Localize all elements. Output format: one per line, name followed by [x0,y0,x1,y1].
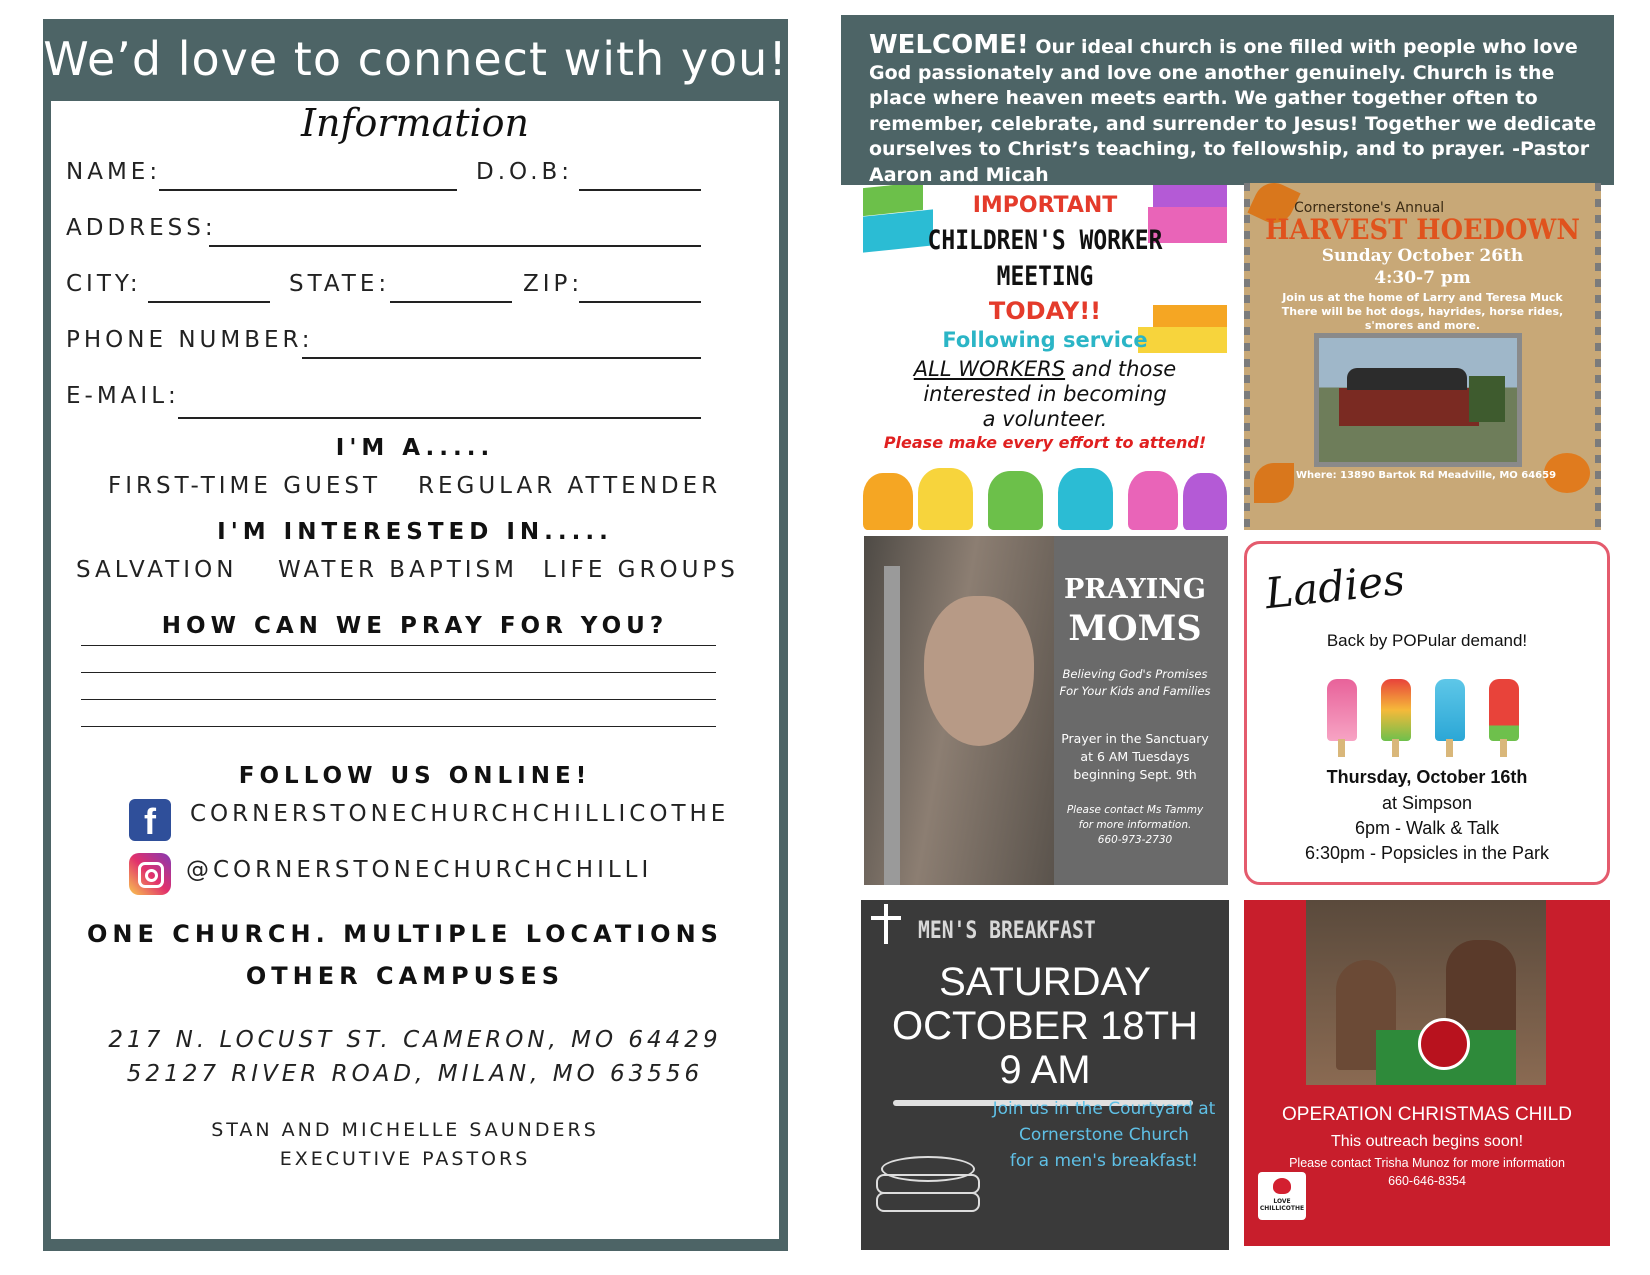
workers-line1-rest: and those [1065,357,1177,381]
moms-info-2: at 6 AM Tuesdays [1080,749,1190,764]
important-label: IMPORTANT [972,193,1118,218]
moms-contact-2: for more information. [1078,819,1192,831]
fence-border-right [1595,183,1601,530]
occ-subtitle: This outreach begins soon! [1330,1133,1524,1150]
connect-card [43,19,788,1251]
occ-title: OPERATION CHRISTMAS CHILD [1282,1104,1572,1125]
moms-tagline [1042,666,1228,700]
popsicle-stick [1446,739,1453,757]
praying-woman-photo [864,536,1054,885]
instagram-icon[interactable] [129,853,171,895]
name-field[interactable] [159,189,457,191]
option-regular-attender[interactable]: REGULAR ATTENDER [418,473,722,499]
ladies-time-1: 6pm - Walk & Talk [1354,818,1500,838]
autumn-leaf-decoration [1254,463,1294,503]
breakfast-time: 9 AM [999,1048,1091,1092]
moms-contact-1: Please contact Ms Tammy [1066,804,1204,816]
moms-info-3: beginning Sept. 9th [1073,767,1197,782]
ladies-date: Thursday, October 16th [1326,767,1528,787]
ladies-time-2: 6:30pm - Popsicles in the Park [1304,843,1550,863]
city-label: CITY: [66,271,142,297]
hoedown-time: 4:30-7 pm [1374,268,1471,288]
please-attend: Please make every effort to attend! [883,433,1207,452]
email-field[interactable] [178,417,701,419]
popsicle-stick [1338,739,1345,757]
state-label: STATE: [289,271,391,297]
hoedown-pre: Cornerstone's Annual [1294,200,1445,216]
hayride-photo [1314,333,1522,467]
popsicle-stick [1392,739,1399,757]
breakfast-day: SATURDAY [939,960,1151,1004]
ladies-popsicles-flyer [1244,541,1610,885]
interested-heading: I'M INTERESTED IN..... [217,519,613,545]
mens-breakfast-flyer [861,900,1229,1250]
breakfast-join-2: Cornerstone Church [1019,1125,1189,1145]
prayer-line[interactable] [81,645,716,646]
pastors-names: STAN AND MICHELLE SAUNDERS [211,1119,599,1141]
zip-label: ZIP: [523,271,584,297]
state-field[interactable] [390,301,512,303]
ladies-title: Ladies [1262,554,1407,619]
hoedown-desc-1: Join us at the home of Larry and Teresa Muck [1282,291,1563,304]
all-workers-text: ALL WORKERS [913,357,1066,381]
popsicle-pink [1327,679,1357,741]
facebook-icon[interactable]: f [129,799,171,841]
moms-contact [1042,803,1228,848]
breakfast-title: MEN'S BREAKFAST [918,916,1096,944]
cross-icon [884,904,888,944]
pray-heading: HOW CAN WE PRAY FOR YOU? [161,613,669,639]
option-first-time-guest[interactable]: FIRST-TIME GUEST [108,473,382,499]
zip-field[interactable] [579,301,701,303]
hoedown-title: HARVEST HOEDOWN [1265,213,1580,246]
moms-title-line1: PRAYING [1064,574,1206,605]
welcome-lead: WELCOME! [869,30,1029,60]
phone-label: PHONE NUMBER: [66,327,314,353]
today-label: TODAY!! [988,297,1102,325]
operation-christmas-child-flyer [1244,900,1610,1246]
prayer-line[interactable] [81,726,716,727]
moms-title-line2: MOMS [1068,608,1202,649]
phone-field[interactable] [302,357,701,359]
love-chillicothe-logo [1258,1172,1306,1220]
im-a-heading: I'M A..... [335,435,495,461]
hoedown-desc-2: There will be hot dogs, hayrides, horse rides, [1281,305,1564,318]
moms-info [1042,730,1228,784]
popsicle-rainbow [1381,679,1411,741]
breakfast-join-1: Join us in the Courtyard at [992,1099,1216,1119]
moms-tag-2: For Your Kids and Families [1059,684,1211,698]
name-label: NAME: [66,159,162,185]
popsicle-watermelon [1489,679,1519,741]
follow-heading: FOLLOW US ONLINE! [238,763,592,789]
kids-title-line1: CHILDREN'S WORKER [927,225,1163,256]
moms-phone: 660-973-2730 [1097,834,1173,846]
prayer-line[interactable] [81,699,716,700]
campus-address-cameron: 217 N. LOCUST ST. CAMERON, MO 64429 [108,1027,722,1053]
information-heading: Information [300,101,530,145]
welcome-text: Our ideal church is one filled with people who love God passionately and love one another genuinely. Church is the place where heaven meets earth. We gather together often to remember, celebrate, and surrender to Jesus! Together we dedicate ourselves to Christ’s teaching, to fellowship, and to prayer. -Pastor Aaron and Micah [869,36,1597,186]
pancake-stack-icon [871,1146,981,1226]
address-field[interactable] [209,245,701,247]
hoedown-location: Where: 13890 Bartok Rd Meadville, MO 64659 [1296,470,1557,481]
fence-border-left [1244,183,1250,530]
dob-field[interactable] [579,189,701,191]
email-label: E-MAIL: [66,383,180,409]
instagram-handle[interactable]: @CORNERSTONECHURCHCHILLI [186,857,653,883]
option-water-baptism[interactable]: WATER BAPTISM [278,557,518,583]
address-label: ADDRESS: [66,215,217,241]
workers-line2: interested in becoming [923,382,1167,406]
option-salvation[interactable]: SALVATION [76,557,238,583]
workers-line1 [863,357,1227,381]
dob-label: D.O.B: [476,159,574,185]
option-life-groups[interactable]: LIFE GROUPS [543,557,739,583]
moms-info-1: Prayer in the Sanctuary [1061,731,1209,746]
hoedown-desc-3: s'mores and more. [1364,319,1481,332]
harvest-hoedown-flyer [1244,183,1601,530]
one-church-text: ONE CHURCH. MULTIPLE LOCATIONS [87,920,723,948]
handprints-decoration [863,463,1227,530]
breakfast-invite [979,1096,1229,1174]
praying-moms-flyer [864,536,1228,885]
children-with-gift-photo [1306,900,1546,1085]
moms-tag-1: Believing God's Promises [1062,667,1208,681]
breakfast-join-3: for a men's breakfast! [1009,1151,1199,1171]
city-field[interactable] [148,301,270,303]
card-title: We’d love to connect with you! [43,32,788,86]
hoedown-date: Sunday October 26th [1321,246,1524,266]
prayer-line[interactable] [81,672,716,673]
popsicle-blue [1435,679,1465,741]
childrens-worker-meeting-flyer [863,185,1227,530]
campus-address-milan: 52127 RIVER ROAD, MILAN, MO 63556 [126,1061,704,1087]
love-chillicothe-logo-text: LOVE CHILLICOTHE [1259,1198,1305,1212]
following-service: Following service [942,328,1148,352]
other-campuses-heading: OTHER CAMPUSES [245,962,565,990]
kids-title-line2: MEETING [996,261,1094,292]
popsicle-stick [1500,739,1507,757]
occ-contact: Please contact Trisha Munoz for more information [1289,1156,1565,1170]
pastors-title: EXECUTIVE PASTORS [279,1148,531,1170]
ladies-tagline: Back by POPular demand! [1326,631,1528,650]
workers-line3: a volunteer. [982,407,1108,431]
occ-phone: 660-646-8354 [1388,1174,1466,1188]
breakfast-date: OCTOBER 18TH [892,1004,1198,1048]
welcome-banner [841,15,1614,185]
connect-form [51,101,779,1239]
facebook-handle[interactable]: CORNERSTONECHURCHCHILLICOTHE [190,801,730,827]
ladies-place: at Simpson [1381,793,1473,813]
